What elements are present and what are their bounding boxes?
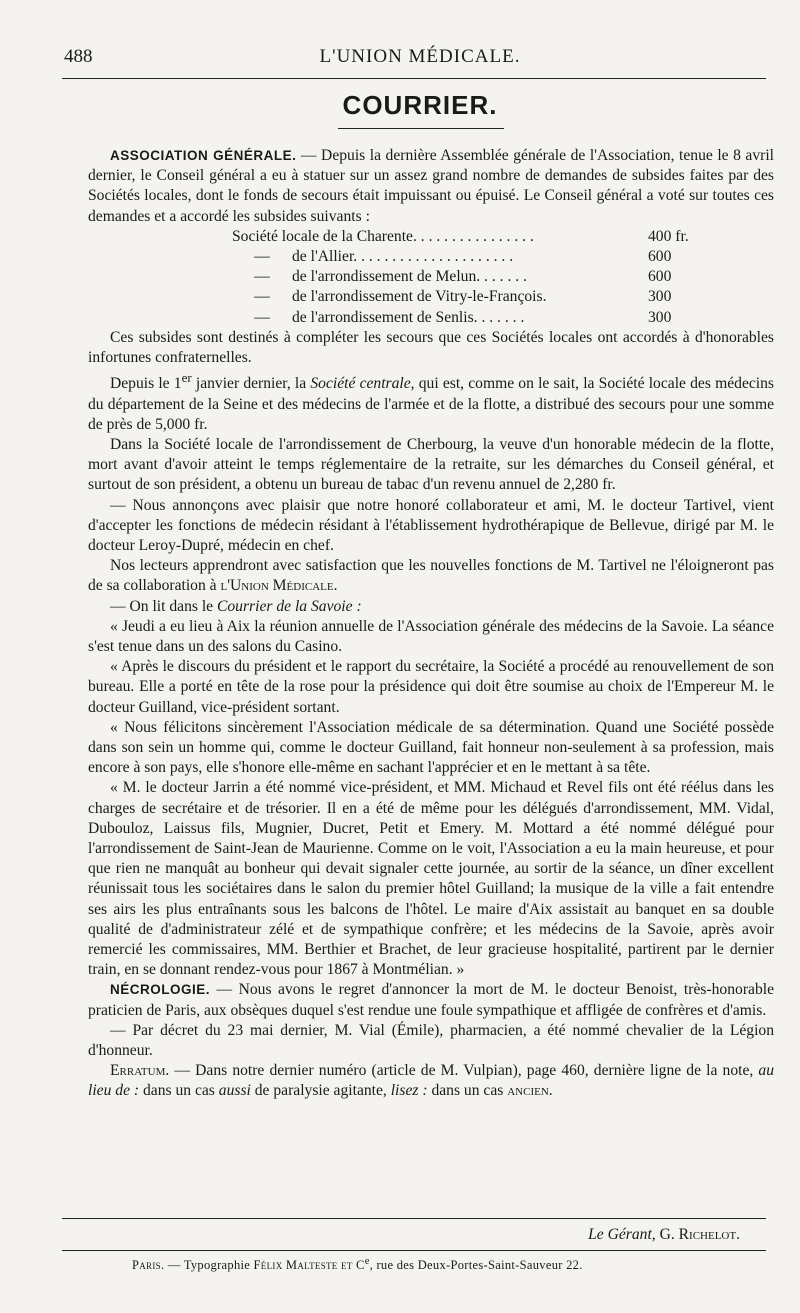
journal-title: L'UNION MÉDICALE.	[319, 46, 521, 67]
ditto-dash: —	[254, 248, 270, 265]
subsidy-row	[232, 227, 702, 247]
subsidy-recipient: de l'arrondissement de Melun. . . . . . .	[292, 268, 527, 286]
tartivel-paragraph-2: Nos lecteurs apprendront avec satisfaction que les nouvelles fonctions de M. Tartivel ne l'éloigneront pas de sa collaboration à l'Union Médicale.	[88, 557, 774, 595]
subsidy-amount: 300	[648, 308, 672, 326]
header-rule	[62, 78, 766, 79]
association-paragraph	[88, 146, 774, 227]
savoie-quote-4: « M. le docteur Jarrin a été nommé vice-président, et MM. Michaud et Revel fils ont été réélus dans les charges de secrétaire et de trésorier. Il en a été de même pour les délégués d'arrondissement, MM. Vidal, Dubouloz, Laissus fils, Mugnier, Ducret, Petit et Emery. M. Mottard a été nommé délégué pour l'arrondissement de Saint-Jean de Maurienne. Comme on le voit, l'Association a eu la main heureuse, et pour que rien ne manquât au bonheur qui devait signaler cette journée, au sortir de la séance, un dîner excellent réunissait tous les sociétaires dans le salon du premier hôtel Guilland; la musique de la ville a fait entendre ses airs les plus entraînants sous les balcons de l'hôtel. Le maire d'Aix assistait au banquet en sa double qualité de d'administrateur zélé et de sympathique confrère; et les médecins de la Savoie, après avoir remercié les commissaires, MM. Berthier et Brachet, de leur gracieuse hospitalité, partirent par le dernier train, en se donnant rendez-vous pour 1867 à Montmélian. »	[88, 779, 774, 979]
subsidy-row	[232, 308, 702, 328]
journal-page	[62, 0, 778, 1313]
subsidy-row	[232, 267, 702, 287]
subsidy-recipient: de l'arrondissement de Vitry-le-François.	[292, 288, 547, 306]
savoie-quote-2: « Après le discours du président et le rapport du secrétaire, la Société a procédé au renouvellement de son bureau. Elle a porté en tête de la rose pour la présidence qui doit être soumise au choix de l'Empereur M. le docteur Guilland, vice-président sortant.	[88, 658, 774, 716]
printer-imprint: Paris. — Typographie Félix Malteste et Ce, rue des Deux-Portes-Saint-Sauveur 22.	[132, 1256, 583, 1273]
association-intro: — Depuis la dernière Assemblée générale de l'Association, tenue le 8 avril dernier, le Conseil général a eu à statuer sur un assez grand nombre de demandes de subsides faites par des Sociétés locales, dont le fonds de secours était impuissant ou épuisé. Le Conseil général a voté sur toutes ces demandes et a accordé les subsides suivants :	[88, 147, 775, 225]
subsidy-recipient: de l'Allier. . . . . . . . . . . . . . . . . . . . .	[292, 248, 514, 265]
section-title: COURRIER.	[342, 90, 498, 120]
article-body	[88, 146, 774, 1102]
subsidy-amount: 600	[648, 268, 672, 286]
necrologie-paragraph: NÉCROLOGIE. — Nous avons le regret d'annoncer la mort de M. le docteur Benoist, très-honorable praticien de Paris, aux obsèques duquel s'est rendue une foule sympathique et affligée de confrères et d'amis.	[88, 981, 774, 1019]
subsidy-row	[232, 287, 702, 307]
subsidy-amount: 400 fr.	[648, 227, 689, 245]
subsidy-recipient: de l'arrondissement de Senlis. . . . . . .	[292, 308, 525, 326]
subsidies-note: Ces subsides sont destinés à compléter les secours que ces Sociétés locales ont accordés à d'honorables infortunes confraternelles.	[88, 328, 774, 366]
subsidy-row	[232, 247, 702, 267]
societe-centrale-paragraph: Depuis le 1er janvier dernier, la Société centrale, qui est, comme on le sait, la Société locale des médecins du département de la Seine et des médecins de l'armée et de la flotte, a distribué des secours pour une somme de près de 5,000 fr.	[88, 370, 774, 433]
tartivel-paragraph: — Nous annonçons avec plaisir que notre honoré collaborateur et ami, M. le docteur Tartivel, vient d'accepter les fonctions de médecin résidant à l'établissement hydrothérapique de Bellevue, dirigé par M. le docteur Leroy-Dupré, médecin en chef.	[88, 496, 774, 554]
erratum-paragraph: Erratum. — Dans notre dernier numéro (article de M. Vulpian), page 460, dernière ligne de la note, au lieu de : dans un cas aussi de paralysie agitante, lisez : dans un cas ancien.	[88, 1062, 774, 1100]
subsidy-amount: 300	[648, 288, 672, 306]
cherbourg-paragraph: Dans la Société locale de l'arrondissement de Cherbourg, la veuve d'un honorable médecin de la flotte, mort avant d'avoir atteint le temps réglementaire de la retraite, sur les démarches du Conseil général, et surtout de son président, a obtenu un bureau de tabac d'un revenu annuel de 2,280 fr.	[88, 435, 774, 494]
ditto-dash: —	[254, 268, 270, 286]
subsidy-recipient: Société locale de la Charente. . . . . . . . . . . . . . . .	[232, 227, 534, 245]
savoie-quote-3: « Nous félicitons sincèrement l'Association médicale de sa détermination. Quand une Société possède dans son sein un homme qui, comme le docteur Guilland, fait honneur non-seulement à sa profession, mais encore à son pays, elle s'honore elle-même en sachant l'apprécier et en le mettant à sa tête.	[88, 718, 774, 777]
erratum-lead: Erratum.	[110, 1062, 170, 1080]
savoie-intro: — On lit dans le Courrier de la Savoie :	[110, 597, 362, 615]
title-underline	[338, 128, 504, 129]
page-number: 488	[64, 46, 93, 67]
necrologie-lead: NÉCROLOGIE.	[110, 982, 211, 998]
subsidy-amount: 600	[648, 248, 672, 265]
association-lead: ASSOCIATION GÉNÉRALE.	[110, 148, 297, 163]
ditto-dash: —	[254, 308, 270, 326]
vial-paragraph: — Par décret du 23 mai dernier, M. Vial (Émile), pharmacien, a été nommé chevalier de la Légion d'honneur.	[88, 1021, 774, 1060]
gerant-signature: Le Gérant, G. Richelot.	[588, 1226, 740, 1243]
running-head	[62, 44, 778, 72]
imprint-rule	[62, 1250, 766, 1251]
subsidies-list	[232, 227, 702, 328]
savoie-quote-1: « Jeudi a eu lieu à Aix la réunion annuelle de l'Association générale des médecins de la Savoie. La séance s'est tenue dans un des salons du Casino.	[88, 617, 774, 655]
ditto-dash: —	[254, 288, 270, 306]
footer-rule	[62, 1218, 766, 1219]
